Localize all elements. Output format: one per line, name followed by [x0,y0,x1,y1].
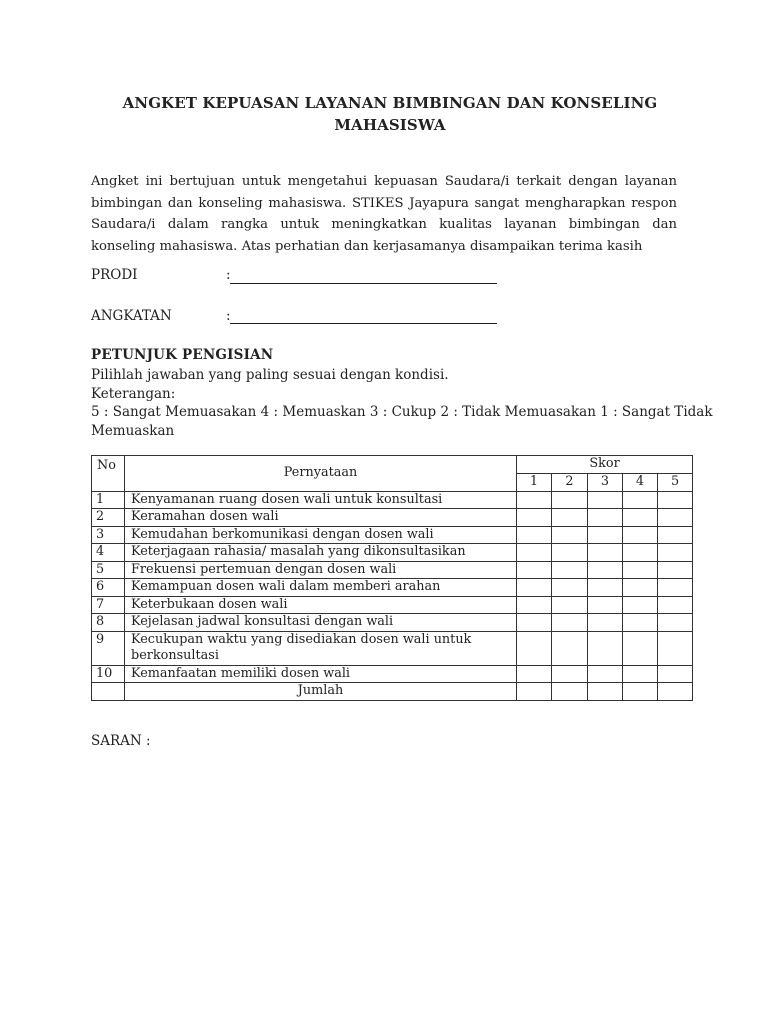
score-cell-3[interactable] [588,579,623,597]
table-row [92,579,693,597]
score-cell-1[interactable] [517,544,552,562]
score-header-4: 4 [623,474,658,492]
prodi-field-line[interactable] [230,268,497,284]
score-cell-5[interactable] [658,561,693,579]
score-cell-3[interactable] [588,491,623,509]
row-statement: Kemudahan berkomunikasi dengan dosen wali [125,526,517,544]
score-cell-2[interactable] [552,526,588,544]
petunjuk-line-3: 5 : Sangat Memuasakan 4 : Memuaskan 3 : Cukup 2 : Tidak Memuasakan 1 : Sangat Tidak [91,404,713,420]
score-cell-4[interactable] [623,509,658,527]
score-cell-2[interactable] [552,491,588,509]
score-cell-2[interactable] [552,544,588,562]
score-header-3: 3 [588,474,623,492]
score-cell-2[interactable] [552,596,588,614]
score-cell-5[interactable] [658,596,693,614]
prodi-label: PRODI [91,267,138,283]
score-cell-4[interactable] [623,596,658,614]
angkatan-field-line[interactable] [230,308,497,324]
jumlah-label: Jumlah [125,683,517,701]
score-cell-3[interactable] [588,614,623,632]
header-pernyataan: Pernyataan [125,456,517,492]
score-cell-4[interactable] [623,631,658,665]
angkatan-label: ANGKATAN [91,308,172,324]
score-cell-2[interactable] [552,665,588,683]
score-cell-3[interactable] [588,526,623,544]
score-cell-1[interactable] [517,561,552,579]
table-row [92,631,693,665]
row-statement: Keterbukaan dosen wali [125,596,517,614]
score-cell-1[interactable] [517,491,552,509]
score-cell-1[interactable] [517,665,552,683]
score-cell-5[interactable] [658,614,693,632]
score-cell-1[interactable] [517,596,552,614]
table-row [92,561,693,579]
jumlah-cell-1[interactable] [517,683,552,701]
row-number: 6 [92,579,125,597]
row-statement: Frekuensi pertemuan dengan dosen wali [125,561,517,579]
row-statement: Kecukupan waktu yang disediakan dosen wali untuk berkonsultasi [125,631,517,665]
score-cell-4[interactable] [623,544,658,562]
score-cell-2[interactable] [552,561,588,579]
angkatan-colon: : [226,308,231,324]
score-header-5: 5 [658,474,693,492]
score-cell-3[interactable] [588,561,623,579]
score-cell-4[interactable] [623,526,658,544]
jumlah-cell-4[interactable] [623,683,658,701]
table-row [92,665,693,683]
score-cell-2[interactable] [552,614,588,632]
petunjuk-heading: PETUNJUK PENGISIAN [91,347,274,363]
table-row [92,526,693,544]
jumlah-row [92,683,693,701]
score-cell-1[interactable] [517,509,552,527]
header-no: No [92,456,125,492]
score-cell-4[interactable] [623,665,658,683]
petunjuk-line-2: Keterangan: [91,385,176,402]
score-cell-3[interactable] [588,665,623,683]
score-cell-1[interactable] [517,614,552,632]
row-statement: Kenyamanan ruang dosen wali untuk konsultasi [125,491,517,509]
row-statement: Kejelasan jadwal konsultasi dengan wali [125,614,517,632]
score-cell-5[interactable] [658,631,693,665]
score-cell-4[interactable] [623,561,658,579]
row-number: 4 [92,544,125,562]
score-cell-5[interactable] [658,526,693,544]
score-cell-5[interactable] [658,544,693,562]
title-line-2: MAHASISWA [334,116,446,134]
score-cell-1[interactable] [517,579,552,597]
jumlah-cell-3[interactable] [588,683,623,701]
score-cell-3[interactable] [588,509,623,527]
table-row [92,614,693,632]
score-cell-5[interactable] [658,579,693,597]
score-cell-2[interactable] [552,631,588,665]
jumlah-cell-5[interactable] [658,683,693,701]
row-statement: Kemampuan dosen wali dalam memberi arahan [125,579,517,597]
score-cell-4[interactable] [623,491,658,509]
row-statement: Kemanfaatan memiliki dosen wali [125,665,517,683]
jumlah-cell-2[interactable] [552,683,588,701]
score-cell-4[interactable] [623,579,658,597]
table-row [92,491,693,509]
saran-label: SARAN : [91,733,151,749]
score-cell-5[interactable] [658,509,693,527]
row-number: 7 [92,596,125,614]
score-cell-3[interactable] [588,596,623,614]
score-cell-1[interactable] [517,526,552,544]
score-cell-3[interactable] [588,631,623,665]
row-number: 8 [92,614,125,632]
score-cell-4[interactable] [623,614,658,632]
table-row [92,544,693,562]
survey-table [91,455,693,701]
row-number: 5 [92,561,125,579]
score-cell-3[interactable] [588,544,623,562]
score-cell-2[interactable] [552,509,588,527]
petunjuk-line-1: Pilihlah jawaban yang paling sesuai dengan kondisi. [91,367,449,383]
score-cell-1[interactable] [517,631,552,665]
row-number: 9 [92,631,125,665]
row-number: 1 [92,491,125,509]
row-statement: Keterjagaan rahasia/ masalah yang dikonsultasikan [125,544,517,562]
row-number: 3 [92,526,125,544]
title-line-1: ANGKET KEPUASAN LAYANAN BIMBINGAN DAN KONSELING [122,94,658,112]
intro-paragraph: Angket ini bertujuan untuk mengetahui kepuasan Saudara/i terkait dengan layanan bimbingan dan konseling mahasiswa. STIKES Jayapura sangat mengharapkan respon Saudara/i dalam rangka untuk meningkatkan kualitas layanan bimbingan dan konseling mahasiswa. Atas perhatian dan kerjasamanya disampaikan terima kasih [91,174,677,254]
petunjuk-line-4: Memuaskan [91,422,175,439]
score-cell-2[interactable] [552,579,588,597]
score-cell-5[interactable] [658,491,693,509]
prodi-colon: : [226,267,231,283]
header-skor: Skor [517,456,693,474]
petunjuk-text [91,366,713,440]
survey-table-body [92,491,693,700]
page-title [90,92,690,136]
table-row [92,596,693,614]
row-statement: Keramahan dosen wali [125,509,517,527]
score-cell-5[interactable] [658,665,693,683]
score-header-2: 2 [552,474,588,492]
row-number: 2 [92,509,125,527]
table-row [92,509,693,527]
row-number: 10 [92,665,125,683]
score-header-1: 1 [517,474,552,492]
jumlah-empty-cell [92,683,125,701]
